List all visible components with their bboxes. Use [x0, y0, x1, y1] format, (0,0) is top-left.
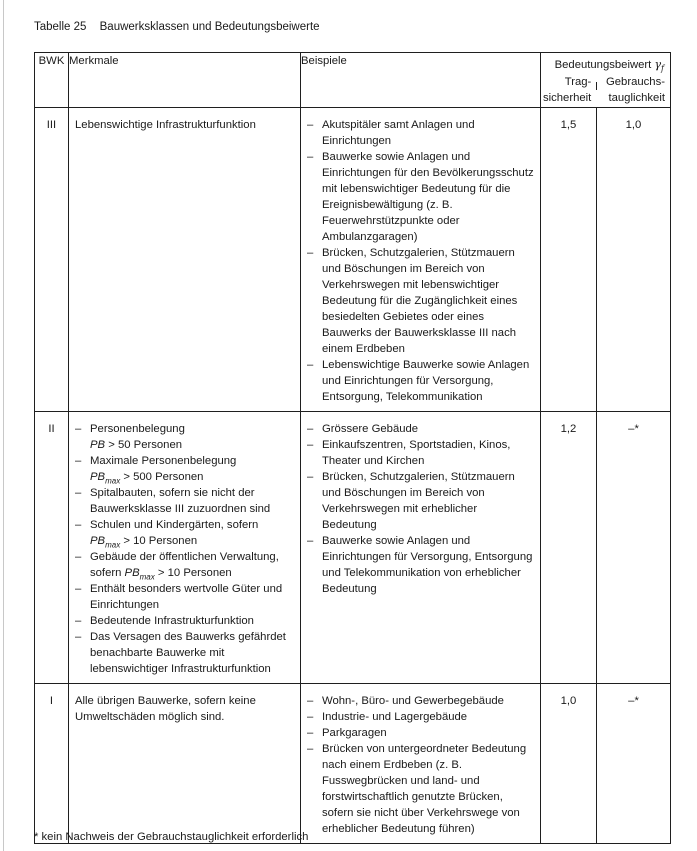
list-item: – Akutspitäler samt Anlagen und Einrichtungen: [307, 117, 534, 149]
list-item: – Bauwerke sowie Anlagen und Einrichtungen für Versorgung, Entsorgung und Telekommunikation von erheblicher Bedeutung: [307, 533, 534, 597]
bauwerksklassen-table: [34, 52, 671, 844]
header-merkmale: Merkmale: [69, 53, 301, 108]
list-item: – Brücken, Schutzgalerien, Stützmauern und Böschungen im Bereich von Verkehrswegen mit erheblicher Bedeutung: [307, 469, 534, 533]
bedeutungsbeiwert-subheaders: [541, 74, 670, 106]
table-row-bwk-iii: [35, 108, 671, 412]
list-item: – Brücken von untergeordneter Bedeutung nach einem Erdbeben (z. B. Fusswegbrücken und land- und forstwirtschaftlich genutzte Brücken, sofern sie nicht über Verkehrswege von erheblicher Bedeutung führen): [307, 741, 534, 837]
gamma-symbol: $\gamma_f$: [654, 58, 664, 74]
header-bedeutungsbeiwert: [541, 53, 671, 108]
list-item: – Industrie- und Lagergebäude: [307, 709, 534, 725]
list-item: – Parkgaragen: [307, 725, 534, 741]
list-item: – Schulen und Kindergärten, sofern $PB_{max} > 10$ Personen: [75, 517, 294, 549]
beispiele-cell: [301, 108, 541, 412]
header-row: [35, 53, 671, 108]
list-item: – Bauwerke sowie Anlagen und Einrichtungen für den Bevölkerungsschutz mit lebenswichtiger Bedeutung für die Ereignisbewältigung (z. B. Feuerwehrstützpunkte oder Ambulanzgaragen): [307, 149, 534, 245]
bedeutungsbeiwert-title: Bedeutungsbeiwert $\gamma_f$: [554, 58, 664, 74]
tragsicherheit-value: 1,5: [541, 108, 597, 412]
list-item: – Enthält besonders wertvolle Güter und Einrichtungen: [75, 581, 294, 613]
beispiele-cell: [301, 684, 541, 844]
merkmale-cell: [69, 412, 301, 684]
table-row-bwk-i: [35, 684, 671, 844]
beispiele-cell: [301, 412, 541, 684]
header-gebrauchstauglichkeit: Gebrauchs- tauglichkeit: [605, 76, 665, 104]
list-item: – Maximale Personenbelegung $PB_{max} > 500$ Personen: [75, 453, 294, 485]
footnote: * kein Nachweis der Gebrauchstauglichkeit erforderlich: [34, 831, 309, 843]
gebrauchstauglichkeit-value: 1,0: [597, 108, 671, 412]
tragsicherheit-value: 1,0: [541, 684, 597, 844]
list-item: – Personenbelegung PB > 50 Personen: [75, 421, 294, 453]
list-item: – Brücken, Schutzgalerien, Stützmauern und Böschungen im Bereich von Verkehrswegen mit lebenswichtiger Bedeutung für die Zugänglichkeit eines besiedelten Gebietes oder eines Bauwerks der Bauwerksklasse III nach einem Erdbeben: [307, 245, 534, 357]
list-item: – Wohn-, Büro- und Gewerbegebäude: [307, 693, 534, 709]
list-item: – Bedeutende Infrastrukturfunktion: [75, 613, 294, 629]
header-bwk: BWK: [35, 53, 69, 108]
tragsicherheit-value: 1,2: [541, 412, 597, 684]
table-caption: [34, 19, 320, 35]
bwk-class: II: [35, 412, 69, 684]
merkmale-cell: Lebenswichtige Infrastrukturfunktion: [69, 108, 301, 412]
list-item: – Lebenswichtige Bauwerke sowie Anlagen und Einrichtungen für Versorgung, Entsorgung, Telekommunikation: [307, 357, 534, 405]
list-item: – Das Versagen des Bauwerks gefährdet benachbarte Bauwerke mit lebenswichtiger Infrastrukturfunktion: [75, 629, 294, 677]
gebrauchstauglichkeit-value: –*: [597, 684, 671, 844]
page-edge: [3, 0, 4, 851]
list-item: – Spitalbauten, sofern sie nicht der Bauwerksklasse III zuzuordnen sind: [75, 485, 294, 517]
bwk-class: III: [35, 108, 69, 412]
gebrauchstauglichkeit-value: –*: [597, 412, 671, 684]
table-number: Tabelle 25: [34, 21, 87, 33]
bwk-class: I: [35, 684, 69, 844]
table-title: Bauwerksklassen und Bedeutungsbeiwerte: [99, 21, 320, 33]
list-item: – Gebäude der öffentlichen Verwaltung, sofern $PB_{max} > 10$ Personen: [75, 549, 294, 581]
table-row-bwk-ii: [35, 412, 671, 684]
list-item: – Einkaufszentren, Sportstadien, Kinos, Theater und Kirchen: [307, 437, 534, 469]
header-tragsicherheit: Trag- sicherheit: [542, 76, 592, 104]
merkmale-cell: Alle übrigen Bauwerke, sofern keine Umweltschäden möglich sind.: [69, 684, 301, 844]
list-item: – Grössere Gebäude: [307, 421, 534, 437]
header-beispiele: Beispiele: [301, 53, 541, 108]
